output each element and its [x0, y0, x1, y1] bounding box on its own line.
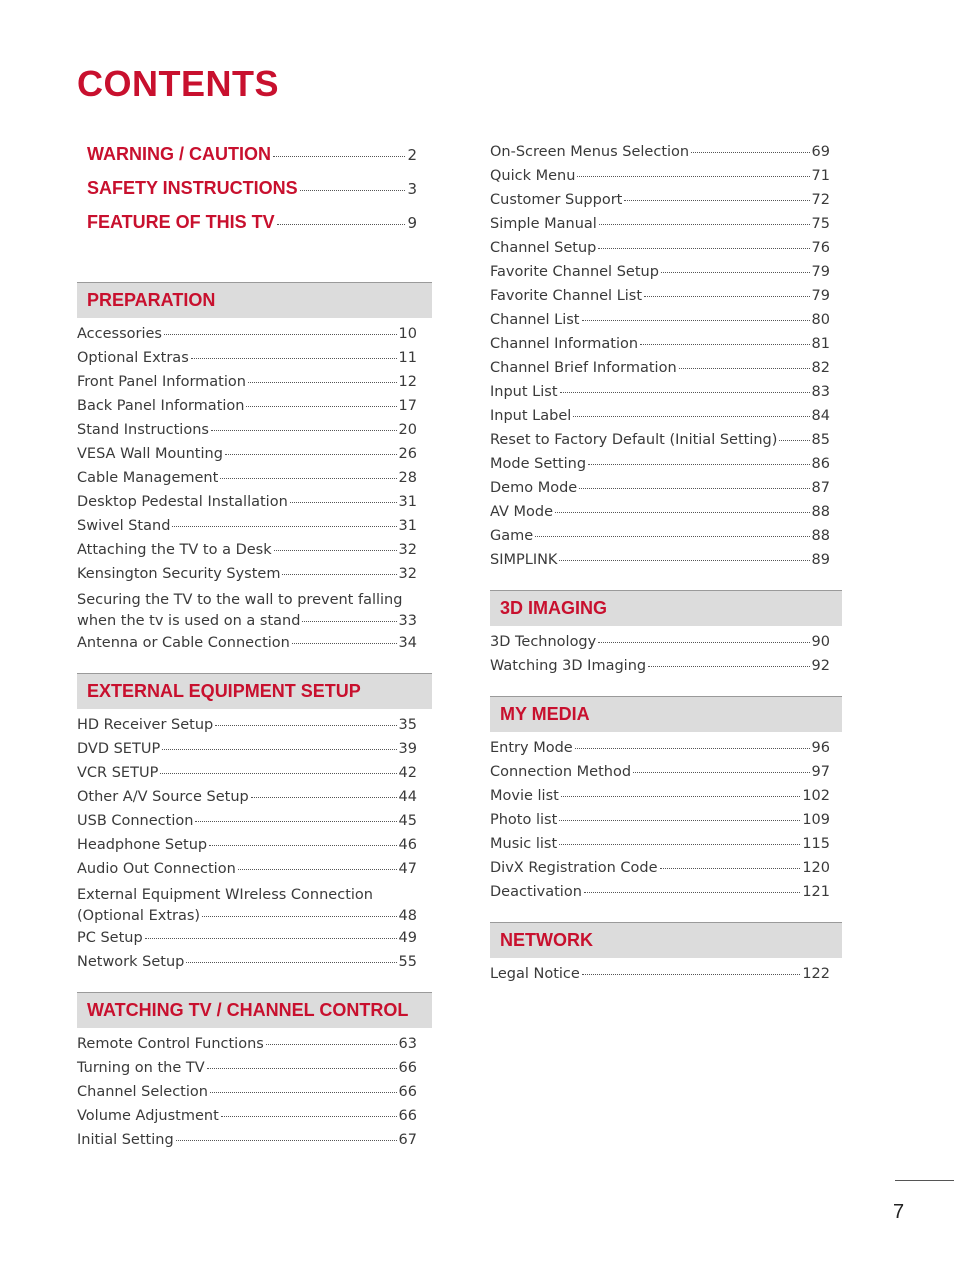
toc-label: Quick Menu [490, 168, 576, 184]
toc-entry[interactable] [490, 216, 830, 240]
right-column [490, 144, 842, 1004]
toc-page: 82 [811, 360, 830, 376]
toc-page: 55 [398, 954, 417, 970]
dot-leader [186, 962, 396, 963]
toc-label: FEATURE OF THIS TV [87, 212, 275, 232]
toc-entry[interactable] [490, 408, 830, 432]
toc-entry[interactable] [490, 658, 830, 682]
toc-label: Channel Information [490, 336, 639, 352]
dot-leader [145, 938, 397, 939]
toc-line-2 [77, 906, 417, 927]
toc-list [490, 740, 830, 908]
dot-leader [210, 1092, 397, 1093]
section-heading[interactable]: NETWORK [490, 922, 842, 958]
dot-leader [599, 224, 810, 225]
toc-label: Deactivation [490, 884, 582, 900]
dot-leader [575, 748, 810, 749]
toc-page: 67 [398, 1132, 417, 1148]
toc-label: Remote Control Functions [77, 1036, 264, 1052]
toc-page: 66 [398, 1060, 417, 1076]
toc-list [490, 144, 830, 576]
toc-label: AV Mode [490, 504, 554, 520]
toc-page: 121 [802, 884, 830, 900]
toc-page: 46 [398, 837, 417, 853]
toc-entry[interactable] [490, 264, 830, 288]
toc-entry[interactable] [77, 765, 417, 789]
toc-page: 31 [398, 518, 417, 534]
toc-label: Volume Adjustment [77, 1108, 219, 1124]
toc-page: 20 [398, 422, 417, 438]
toc-label: Turning on the TV [77, 1060, 205, 1076]
toc-entry[interactable] [77, 470, 417, 494]
toc-page: 12 [398, 374, 417, 390]
toc-entry[interactable] [77, 861, 417, 885]
toc-entry[interactable] [77, 518, 417, 542]
dot-leader [300, 190, 406, 191]
dot-leader [160, 773, 396, 774]
toc-page: 89 [811, 552, 830, 568]
toc-label: Connection Method [490, 764, 632, 780]
toc-link-warning[interactable] [87, 144, 417, 178]
toc-page: 81 [811, 336, 830, 352]
toc-label: Music list [490, 836, 558, 852]
toc-entry[interactable] [77, 422, 417, 446]
toc-entry[interactable] [77, 813, 417, 837]
toc-label: 3D Technology [490, 634, 597, 650]
toc-entry[interactable] [490, 504, 830, 528]
toc-page: 72 [811, 192, 830, 208]
toc-label: On-Screen Menus Selection [490, 144, 690, 160]
dot-leader [648, 666, 809, 667]
toc-page: 35 [398, 717, 417, 733]
toc-label: Input Label [490, 408, 572, 424]
toc-label: Movie list [490, 788, 559, 804]
toc-entry[interactable] [77, 374, 417, 398]
dot-leader [598, 248, 809, 249]
toc-label: Audio Out Connection [77, 861, 236, 877]
intro-links [77, 144, 417, 246]
toc-list [490, 634, 830, 682]
toc-label: DivX Registration Code [490, 860, 658, 876]
toc-entry[interactable] [77, 446, 417, 470]
toc-label: PC Setup [77, 930, 143, 946]
toc-entry[interactable] [490, 240, 830, 264]
dot-leader [207, 1068, 397, 1069]
dot-leader [176, 1140, 397, 1141]
toc-entry[interactable] [490, 456, 830, 480]
toc-page: 34 [398, 635, 417, 651]
toc-page: 88 [811, 504, 830, 520]
toc-page: 32 [398, 542, 417, 558]
dot-leader [640, 344, 809, 345]
dot-leader [779, 440, 809, 441]
toc-label: Photo list [490, 812, 558, 828]
toc-list [77, 717, 417, 978]
toc-page: 45 [398, 813, 417, 829]
toc-entry[interactable] [77, 635, 417, 659]
dot-leader [209, 845, 396, 846]
toc-label: Antenna or Cable Connection [77, 635, 290, 651]
toc-label: Channel Selection [77, 1084, 208, 1100]
toc-page: 26 [398, 446, 417, 462]
toc-entry[interactable] [490, 144, 830, 168]
dot-leader [579, 488, 809, 489]
toc-page: 90 [811, 634, 830, 650]
toc-page: 32 [398, 566, 417, 582]
dot-leader [559, 820, 800, 821]
dot-leader [162, 749, 396, 750]
dot-leader [282, 574, 396, 575]
toc-page: 39 [398, 741, 417, 757]
toc-entry[interactable] [490, 528, 830, 552]
toc-page: 2 [407, 146, 417, 164]
dot-leader [274, 550, 397, 551]
toc-label: Legal Notice [490, 966, 580, 982]
toc-page: 44 [398, 789, 417, 805]
dot-leader [248, 382, 397, 383]
toc-entry[interactable] [77, 326, 417, 350]
toc-entry[interactable] [490, 480, 830, 504]
toc-entry[interactable] [77, 717, 417, 741]
toc-entry[interactable] [490, 168, 830, 192]
toc-page: 115 [802, 836, 830, 852]
toc-label: Customer Support [490, 192, 623, 208]
toc-page: 9 [407, 214, 417, 232]
dot-leader [560, 392, 810, 393]
toc-label: Game [490, 528, 534, 544]
toc-entry[interactable] [490, 360, 830, 384]
toc-label: Attaching the TV to a Desk [77, 542, 272, 558]
toc-label: Watching 3D Imaging [490, 658, 647, 674]
toc-entry[interactable] [77, 1060, 417, 1084]
toc-label: Initial Setting [77, 1132, 174, 1148]
dot-leader [202, 916, 396, 917]
toc-entry[interactable] [77, 885, 417, 927]
toc-page: 66 [398, 1108, 417, 1124]
toc-label: Headphone Setup [77, 837, 208, 853]
toc-label: Simple Manual [490, 216, 597, 232]
dot-leader [220, 478, 396, 479]
toc-page: 10 [398, 326, 417, 342]
toc-label: Cable Management [77, 470, 219, 486]
toc-label: Network Setup [77, 954, 185, 970]
section-my-media [490, 696, 842, 908]
section-heading[interactable]: PREPARATION [77, 282, 432, 318]
toc-entry[interactable] [490, 860, 830, 884]
section-external-equipment [77, 673, 432, 978]
toc-label: External Equipment WIreless Connection [77, 887, 373, 903]
toc-entry[interactable] [490, 192, 830, 216]
toc-page: 122 [802, 966, 830, 982]
toc-entry[interactable] [77, 954, 417, 978]
section-heading[interactable]: MY MEDIA [490, 696, 842, 732]
toc-label: Securing the TV to the wall to prevent falling [77, 592, 403, 608]
toc-label: VESA Wall Mounting [77, 446, 223, 462]
toc-label: DVD SETUP [77, 741, 161, 757]
dot-leader [633, 772, 810, 773]
dot-leader [292, 643, 397, 644]
toc-entry[interactable] [490, 432, 830, 456]
dot-leader [211, 430, 397, 431]
dot-leader [266, 1044, 397, 1045]
toc-entry[interactable] [490, 966, 830, 990]
dot-leader [225, 454, 397, 455]
toc-page: 87 [811, 480, 830, 496]
toc-page: 17 [398, 398, 417, 414]
toc-page: 71 [811, 168, 830, 184]
dot-leader [277, 224, 406, 225]
toc-label: Back Panel Information [77, 398, 245, 414]
toc-label: Reset to Factory Default (Initial Setting) [490, 432, 778, 448]
toc-page: 28 [398, 470, 417, 486]
toc-page: 88 [811, 528, 830, 544]
toc-label: Optional Extras [77, 350, 189, 366]
dot-leader [164, 334, 397, 335]
page-number-rule [895, 1180, 954, 1181]
dot-leader [191, 358, 397, 359]
page-number: 7 [893, 1201, 905, 1223]
toc-page: 120 [802, 860, 830, 876]
dot-leader [238, 869, 397, 870]
toc-page: 86 [811, 456, 830, 472]
dot-leader [691, 152, 809, 153]
toc-page: 47 [398, 861, 417, 877]
toc-page: 79 [811, 264, 830, 280]
dot-leader [588, 464, 810, 465]
toc-label: Favorite Channel List [490, 288, 643, 304]
toc-list [490, 966, 830, 990]
toc-list [77, 326, 417, 659]
toc-page: 92 [811, 658, 830, 674]
toc-entry[interactable] [77, 350, 417, 374]
toc-entry[interactable] [77, 1084, 417, 1108]
toc-page: 11 [398, 350, 417, 366]
toc-label: Other A/V Source Setup [77, 789, 249, 805]
toc-entry[interactable] [490, 634, 830, 658]
toc-page: 83 [811, 384, 830, 400]
dot-leader [660, 868, 801, 869]
toc-label: HD Receiver Setup [77, 717, 214, 733]
dot-leader [582, 320, 810, 321]
dot-leader [584, 892, 800, 893]
dot-leader [172, 526, 396, 527]
toc-label: WARNING / CAUTION [87, 144, 271, 164]
dot-leader [273, 156, 405, 157]
toc-page: 33 [398, 613, 417, 629]
dot-leader [290, 502, 397, 503]
section-heading[interactable]: WATCHING TV / CHANNEL CONTROL [77, 992, 432, 1028]
dot-leader [195, 821, 396, 822]
toc-label: Desktop Pedestal Installation [77, 494, 288, 510]
toc-entry[interactable] [77, 494, 417, 518]
toc-page: 3 [407, 180, 417, 198]
toc-page: 84 [811, 408, 830, 424]
toc-line-2 [77, 611, 417, 632]
toc-page: 109 [802, 812, 830, 828]
toc-entry[interactable] [77, 566, 417, 590]
toc-entry[interactable] [77, 837, 417, 861]
toc-page: 75 [811, 216, 830, 232]
dot-leader [582, 974, 801, 975]
toc-entry[interactable] [490, 288, 830, 312]
dot-leader [221, 1116, 397, 1117]
section-heading[interactable]: EXTERNAL EQUIPMENT SETUP [77, 673, 432, 709]
dot-leader [215, 725, 396, 726]
toc-label: Channel Brief Information [490, 360, 677, 376]
toc-page: 69 [811, 144, 830, 160]
toc-page: 102 [802, 788, 830, 804]
section-heading[interactable]: 3D IMAGING [490, 590, 842, 626]
toc-label: Input List [490, 384, 558, 400]
toc-label: (Optional Extras) [77, 908, 201, 924]
toc-label: Swivel Stand [77, 518, 171, 534]
left-column [77, 144, 432, 1170]
dot-leader [577, 176, 809, 177]
toc-page: 96 [811, 740, 830, 756]
toc-entry[interactable] [490, 336, 830, 360]
toc-label: Channel Setup [490, 240, 597, 256]
toc-page: 66 [398, 1084, 417, 1100]
dot-leader [561, 796, 800, 797]
dot-leader [573, 416, 809, 417]
toc-entry[interactable] [490, 836, 830, 860]
toc-label: Favorite Channel Setup [490, 264, 659, 280]
dot-leader [251, 797, 397, 798]
toc-page: 49 [398, 930, 417, 946]
dot-leader [644, 296, 810, 297]
section-network [490, 922, 842, 990]
toc-entry[interactable] [490, 384, 830, 408]
toc-label: Front Panel Information [77, 374, 246, 390]
toc-page: 79 [811, 288, 830, 304]
toc-label: Kensington Security System [77, 566, 281, 582]
toc-label: Mode Setting [490, 456, 587, 472]
toc-label: USB Connection [77, 813, 194, 829]
toc-page: 42 [398, 765, 417, 781]
toc-label: Channel List [490, 312, 580, 328]
toc-page: 63 [398, 1036, 417, 1052]
toc-label: VCR SETUP [77, 765, 159, 781]
section-3d-imaging [490, 590, 842, 682]
toc-entry[interactable] [77, 1108, 417, 1132]
toc-entry[interactable] [490, 884, 830, 908]
toc-entry[interactable] [77, 542, 417, 566]
toc-entry[interactable] [490, 764, 830, 788]
section-preparation [77, 282, 432, 659]
toc-entry[interactable] [77, 789, 417, 813]
toc-entry[interactable] [77, 1036, 417, 1060]
dot-leader [661, 272, 810, 273]
toc-entry[interactable] [490, 788, 830, 812]
toc-entry[interactable] [77, 590, 417, 632]
dot-leader [559, 560, 809, 561]
toc-label: Accessories [77, 326, 162, 342]
toc-entry[interactable] [77, 741, 417, 765]
toc-label: when the tv is used on a stand [77, 613, 301, 629]
toc-label: Stand Instructions [77, 422, 209, 438]
toc-entry[interactable] [490, 552, 830, 576]
dot-leader [555, 512, 810, 513]
page-title: CONTENTS [77, 63, 279, 104]
toc-link-safety[interactable] [87, 178, 417, 212]
toc-entry[interactable] [490, 740, 830, 764]
toc-page: 48 [398, 908, 417, 924]
section-watching-tv [77, 992, 432, 1156]
toc-entry[interactable] [77, 1132, 417, 1156]
dot-leader [302, 621, 396, 622]
dot-leader [624, 200, 809, 201]
dot-leader [679, 368, 810, 369]
toc-label: SIMPLINK [490, 552, 558, 568]
toc-page: 97 [811, 764, 830, 780]
toc-entry[interactable] [490, 812, 830, 836]
toc-link-feature[interactable] [87, 212, 417, 246]
dot-leader [246, 406, 396, 407]
toc-label: Entry Mode [490, 740, 573, 756]
toc-label: SAFETY INSTRUCTIONS [87, 178, 298, 198]
dot-leader [535, 536, 809, 537]
toc-page: 85 [811, 432, 830, 448]
toc-entry[interactable] [77, 930, 417, 954]
toc-entry[interactable] [77, 398, 417, 422]
toc-page: 80 [811, 312, 830, 328]
toc-label: Demo Mode [490, 480, 578, 496]
toc-entry[interactable] [490, 312, 830, 336]
dot-leader [559, 844, 800, 845]
toc-list [77, 1036, 417, 1156]
dot-leader [598, 642, 809, 643]
toc-page: 76 [811, 240, 830, 256]
toc-page: 31 [398, 494, 417, 510]
